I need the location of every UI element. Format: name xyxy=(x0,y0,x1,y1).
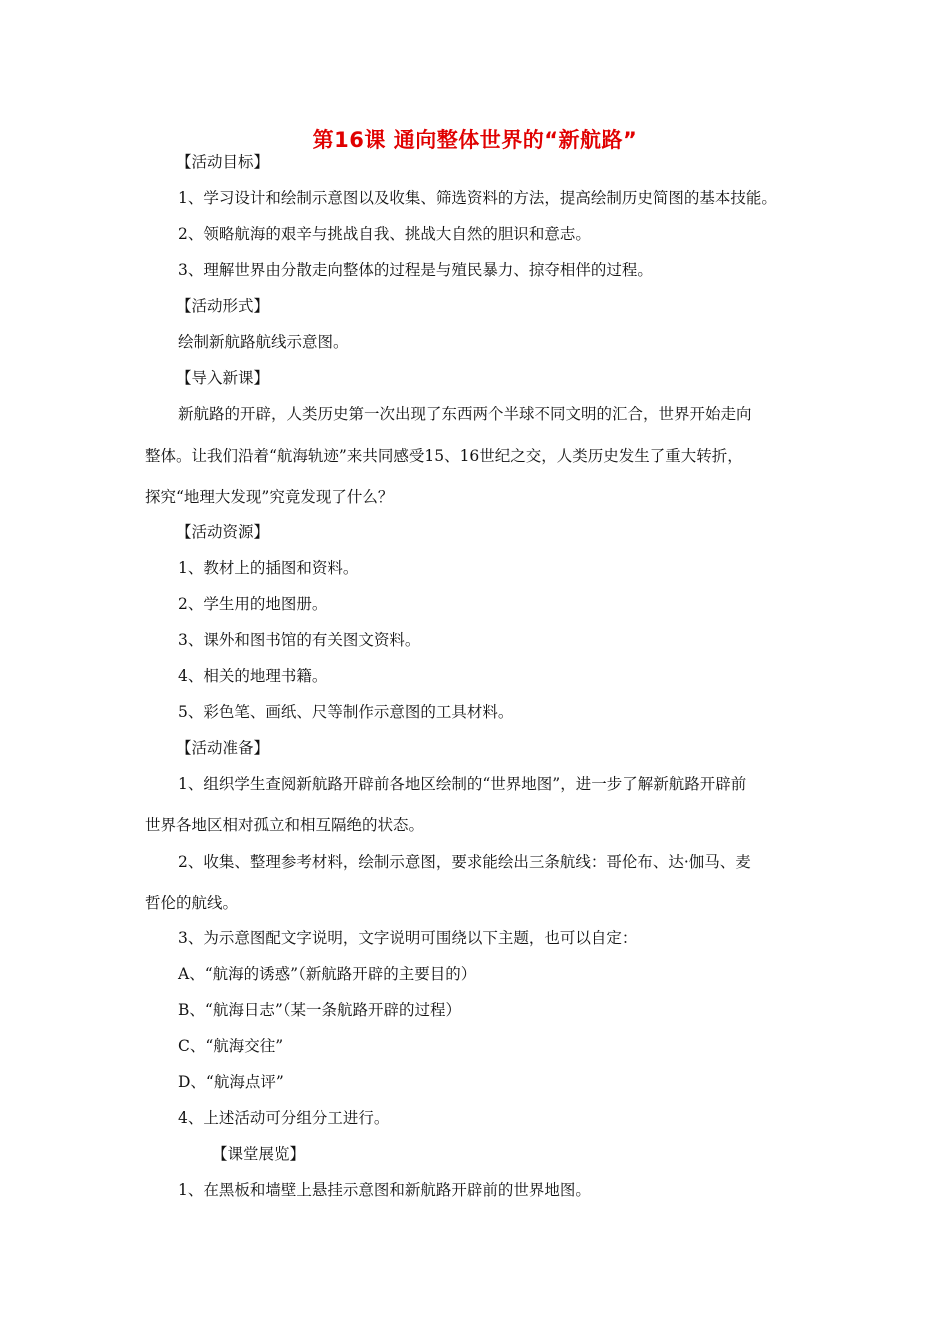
resource-item: 4、相关的地理书籍。 xyxy=(178,667,328,685)
intro-paragraph-line: 探究“地理大发现”究竟发现了什么？ xyxy=(145,488,394,506)
prep-line: D、“航海点评” xyxy=(178,1073,284,1091)
document-title: 第16课 通向整体世界的“新航路” xyxy=(312,128,638,152)
goal-item: 2、领略航海的艰辛与挑战自我、挑战大自然的胆识和意志。 xyxy=(178,225,591,243)
goal-item: 3、理解世界由分散走向整体的过程是与殖民暴力、掠夺相伴的过程。 xyxy=(178,261,653,279)
resource-item: 1、教材上的插图和资料。 xyxy=(178,559,359,577)
resource-item: 3、课外和图书馆的有关图文资料。 xyxy=(178,631,421,649)
prep-line: 4、上述活动可分组分工进行。 xyxy=(178,1109,390,1127)
prep-line: 2、收集、整理参考材料，绘制示意图，要求能绘出三条航线：哥伦布、达·伽马、麦 xyxy=(178,853,751,871)
prep-line: 1、组织学生查阅新航路开辟前各地区绘制的“世界地图”，进一步了解新航路开辟前 xyxy=(178,775,747,793)
prep-line: 3、为示意图配文字说明，文字说明可围绕以下主题，也可以自定： xyxy=(178,929,638,947)
showcase-item: 1、在黑板和墙壁上悬挂示意图和新航路开辟前的世界地图。 xyxy=(178,1181,591,1199)
section-heading-goals: 【活动目标】 xyxy=(176,153,270,171)
prep-line: A、“航海的诱惑”（新航路开辟的主要目的） xyxy=(178,965,477,983)
prep-line: 哲伦的航线。 xyxy=(145,894,239,912)
section-heading-showcase: 【课堂展览】 xyxy=(212,1145,306,1163)
intro-paragraph-line: 整体。让我们沿着“航海轨迹”来共同感受15、16世纪之交，人类历史发生了重大转折， xyxy=(145,447,743,465)
intro-paragraph-line: 新航路的开辟，人类历史第一次出现了东西两个半球不同文明的汇合，世界开始走向 xyxy=(178,405,752,423)
prep-line: C、“航海交往” xyxy=(178,1037,284,1055)
prep-line: 世界各地区相对孤立和相互隔绝的状态。 xyxy=(145,816,425,834)
section-heading-intro: 【导入新课】 xyxy=(176,369,270,387)
prep-line: B、“航海日志”（某一条航路开辟的过程） xyxy=(178,1001,461,1019)
resource-item: 2、学生用的地图册。 xyxy=(178,595,328,613)
section-heading-form: 【活动形式】 xyxy=(176,297,270,315)
form-text: 绘制新航路航线示意图。 xyxy=(178,333,349,351)
section-heading-prep: 【活动准备】 xyxy=(176,739,270,757)
section-heading-resources: 【活动资源】 xyxy=(176,523,270,541)
goal-item: 1、学习设计和绘制示意图以及收集、筛选资料的方法，提高绘制历史简图的基本技能。 xyxy=(178,189,777,207)
resource-item: 5、彩色笔、画纸、尺等制作示意图的工具材料。 xyxy=(178,703,514,721)
